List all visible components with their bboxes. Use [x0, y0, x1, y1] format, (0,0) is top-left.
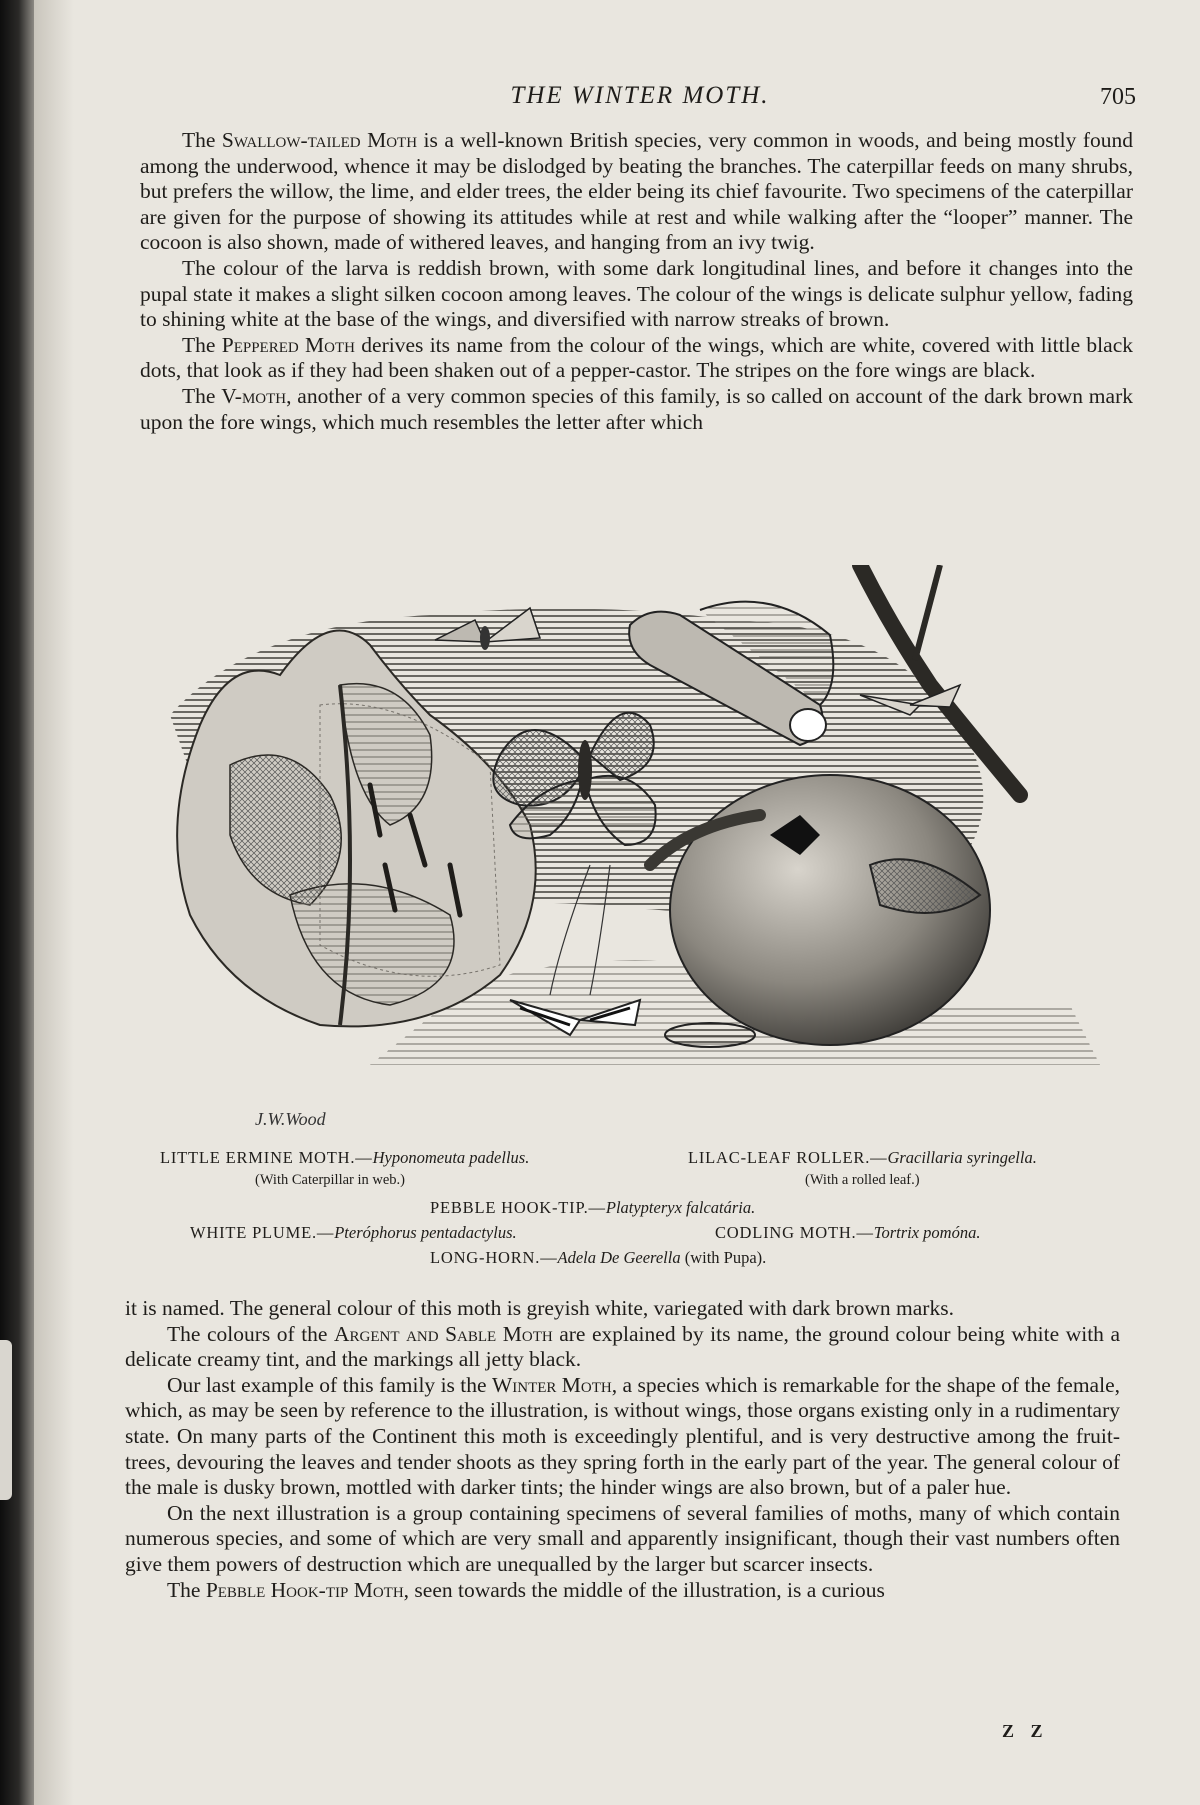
- paragraph: The V-moth, another of a very common species of this family, is so called on account of the dark brown mark upon the fore wings, which much resembles the letter after which: [140, 383, 1133, 434]
- body-text-top: [140, 128, 1133, 435]
- caption-lilac-leaf: LILAC-LEAF ROLLER.—Gracillaria syringella.: [688, 1148, 1037, 1167]
- paragraph: The Pebble Hook-tip Moth, seen towards the middle of the illustration, is a curious: [167, 1577, 885, 1602]
- paragraph: The colour of the larva is reddish brown, with some dark longitudinal lines, and before it changes into the pupal state it makes a slight silken cocoon among leaves. The colour of the wings is delicate sulphur yellow, fading to shining white at the base of the wings, and diversified with narrow streaks of brown.: [140, 255, 1133, 332]
- paragraph: The Peppered Moth derives its name from the colour of the wings, which are white, covered with little black dots, that look as if they had been shaken out of a pepper-castor. The stripes on the fore wings are black.: [140, 332, 1133, 383]
- caption-little-ermine: LITTLE ERMINE MOTH.—Hyponomeuta padellus.: [160, 1148, 530, 1167]
- book-binding-shadow: [0, 0, 34, 1805]
- binding-notch: [0, 1340, 12, 1500]
- caption-white-plume: WHITE PLUME.—Pteróphorus pentadactylus.: [190, 1223, 517, 1242]
- paragraph: Our last example of this family is the Winter Moth, a species which is remarkable for the shape of the female, which, as may be seen by reference to the illustration, is without wings, those organs existing only in a rudimentary state. On many parts of the Continent this moth is exceedingly plentiful, and is very destructive among the fruit-trees, devouring the leaves and tender shoots as they spring forth in the early part of the year. The general colour of the male is dusky brown, mottled with darker tints; the hinder wings are also brown, but of a paler hue.: [125, 1372, 1120, 1500]
- running-header: [140, 82, 1140, 116]
- caption-little-ermine-sub: (With Caterpillar in web.): [255, 1172, 406, 1188]
- page-number: 705: [1100, 84, 1136, 110]
- paragraph: The colours of the Argent and Sable Moth are explained by its name, the ground colour being white with a delicate creamy tint, and the markings all jetty black.: [125, 1321, 1120, 1372]
- caption-long-horn: LONG-HORN.—Adela De Geerella (with Pupa).: [430, 1248, 767, 1267]
- caption-pebble-hook-tip: PEBBLE HOOK-TIP.—Platypteryx falcatária.: [430, 1198, 756, 1217]
- page-gutter: [34, 0, 74, 1805]
- engraver-signature: J.W.Wood: [255, 1109, 326, 1129]
- signature-mark: Z Z: [1002, 1721, 1049, 1741]
- page-title: THE WINTER MOTH.: [510, 82, 770, 109]
- caption-codling: CODLING MOTH.—Tortrix pomóna.: [715, 1223, 981, 1242]
- illustration-captions: [130, 1148, 1130, 1278]
- paragraph: On the next illustration is a group containing specimens of several families of moths, many of which contain numerous species, and some of which are very small and apparently insignificant, though their vast numbers often give them powers of destruction which are unequalled by the larger but scarcer insects.: [125, 1500, 1120, 1576]
- paragraph: it is named. The general colour of this moth is greyish white, variegated with dark brown marks.: [125, 1296, 954, 1320]
- moth-engraving-illustration: [170, 565, 1120, 1140]
- engraving-svg: [170, 565, 1120, 1140]
- twig: [915, 565, 940, 660]
- pupa: [665, 1023, 755, 1047]
- body-text-bottom: [125, 1296, 1120, 1603]
- paragraph: The Swallow-tailed Moth is a well-known British species, very common in woods, and being mostly found among the underwood, whence it may be dislodged by beating the branches. The caterpillar feeds on many shrubs, but prefers the willow, the lime, and elder trees, the elder being its chief favourite. Two specimens of the caterpillar are given for the purpose of showing its attitudes while at rest and while walking after the “looper” manner. The cocoon is also shown, made of withered leaves, and hanging from an ivy twig.: [140, 128, 1133, 255]
- caption-lilac-leaf-sub: (With a rolled leaf.): [805, 1172, 920, 1188]
